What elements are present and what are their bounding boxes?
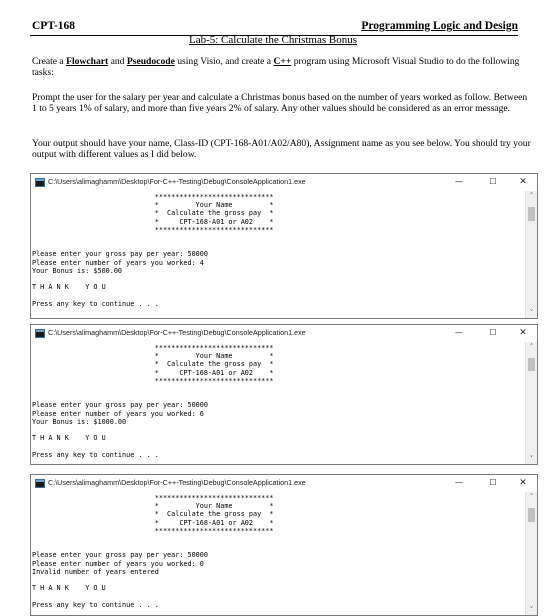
console-line: Please enter your gross pay per year: 50000 [32,401,208,410]
close-button[interactable]: ✕ [519,478,527,488]
p1-text-a: Create a [32,56,67,67]
cpp-term: C++ [273,56,292,67]
console-line: T H A N K Y O U [32,584,106,593]
console-line: Your Bonus is: $500.00 [32,266,123,275]
console-line: Press any key to continue . . . [32,450,159,459]
maximize-button[interactable]: ☐ [489,478,497,487]
console-line: T H A N K Y O U [32,434,106,443]
console-line: * Your Name * [32,502,274,511]
console-line: Please enter your gross pay per year: 50000 [32,250,208,259]
console-line: ***************************** [32,494,274,502]
minimize-button[interactable]: — [455,177,463,186]
console-line: Press any key to continue . . . [32,299,159,308]
scroll-down-icon[interactable]: ˅ [529,455,534,463]
console-line: ***************************** [32,344,274,352]
window-title-path: C:\Users\alimaghamm\Desktop\For-C++-Testing\Debug\ConsoleApplication1.exe [48,177,306,186]
console-line: Please enter number of years you worked: 6 [32,409,204,418]
console-output [32,342,525,464]
console-output [32,191,525,318]
vertical-scrollbar[interactable] [525,191,537,318]
close-button[interactable]: ✕ [519,177,527,187]
console-line: ***************************** [32,193,274,201]
console-line: Please enter number of years you worked: 4 [32,258,204,267]
flowchart-term: Flowchart [66,56,109,67]
instruction-paragraph-2: Prompt the user for the salary per year and calculate a Christmas bonus based on the number of years worked as follow. Between 1 to 5 years 1% of salary, and more than five years 2% of salary. Any other values should be considered as an error message. [32,92,528,115]
p1-text-b: and [108,56,127,67]
scroll-up-icon[interactable]: ˄ [529,192,534,200]
scroll-thumb[interactable] [528,508,535,521]
scroll-up-icon[interactable]: ˄ [529,343,534,351]
minimize-button[interactable]: — [455,478,463,487]
window-titlebar[interactable] [31,475,537,491]
maximize-button[interactable]: ☐ [489,177,497,186]
subject-title: Programming Logic and Design [361,20,518,32]
console-window-3[interactable] [30,474,538,616]
console-line: ***************************** [32,376,274,385]
pseudocode-term: Pseudocode [126,56,175,67]
scroll-thumb[interactable] [528,358,535,371]
console-line: ***************************** [32,526,274,535]
lab-title: Lab-5: Calculate the Christmas Bonus [188,34,358,46]
console-output [32,492,525,615]
window-titlebar[interactable] [31,174,537,190]
window-title-path: C:\Users\alimaghamm\Desktop\For-C++-Testing\Debug\ConsoleApplication1.exe [48,328,306,337]
p1-text-d: program using Microsoft Visual Studio to do the following tasks: [32,56,520,79]
p1-text-c: using Visio, and create a [174,56,274,67]
console-line: * Calculate the gross pay * [32,209,274,218]
console-line: * CPT-168-A01 or A02 * [32,518,274,527]
console-line: Please enter your gross pay per year: 50000 [32,551,208,560]
maximize-button[interactable]: ☐ [489,328,497,337]
instruction-paragraph-1 [32,56,532,79]
console-line: ***************************** [32,225,274,234]
console-line: * Calculate the gross pay * [32,360,274,369]
console-line: Invalid number of years entered [32,567,159,576]
console-line: * CPT-168-A01 or A02 * [32,217,274,226]
console-line: T H A N K Y O U [32,283,106,292]
scroll-down-icon[interactable]: ˅ [529,309,534,317]
console-line: * Calculate the gross pay * [32,510,274,519]
instruction-paragraph-3: Your output should have your name, Class-ID (CPT-168-A01/A02/A80), Assignment name as you see below. You should try your output with different values as I did below. [32,138,531,161]
course-code: CPT-168 [32,20,76,32]
console-app-icon [35,178,45,187]
console-window-2[interactable] [30,324,538,465]
vertical-scrollbar[interactable] [525,342,537,464]
scroll-down-icon[interactable]: ˅ [529,606,534,614]
console-line: Your Bonus is: $1000.00 [32,417,127,426]
console-line: * Your Name * [32,201,274,210]
console-app-icon [35,329,45,338]
console-window-1[interactable] [30,173,538,319]
scroll-thumb[interactable] [528,207,535,221]
console-line: Press any key to continue . . . [32,600,159,609]
console-line: Please enter number of years you worked: 0 [32,559,204,568]
console-app-icon [35,479,45,488]
window-title-path: C:\Users\alimaghamm\Desktop\For-C++-Testing\Debug\ConsoleApplication1.exe [48,478,306,487]
console-line: * Your Name * [32,352,274,361]
close-button[interactable]: ✕ [519,328,527,338]
vertical-scrollbar[interactable] [525,492,537,615]
scroll-up-icon[interactable]: ˄ [529,493,534,501]
minimize-button[interactable]: — [455,328,463,337]
console-line: * CPT-168-A01 or A02 * [32,368,274,377]
window-titlebar[interactable] [31,325,537,341]
